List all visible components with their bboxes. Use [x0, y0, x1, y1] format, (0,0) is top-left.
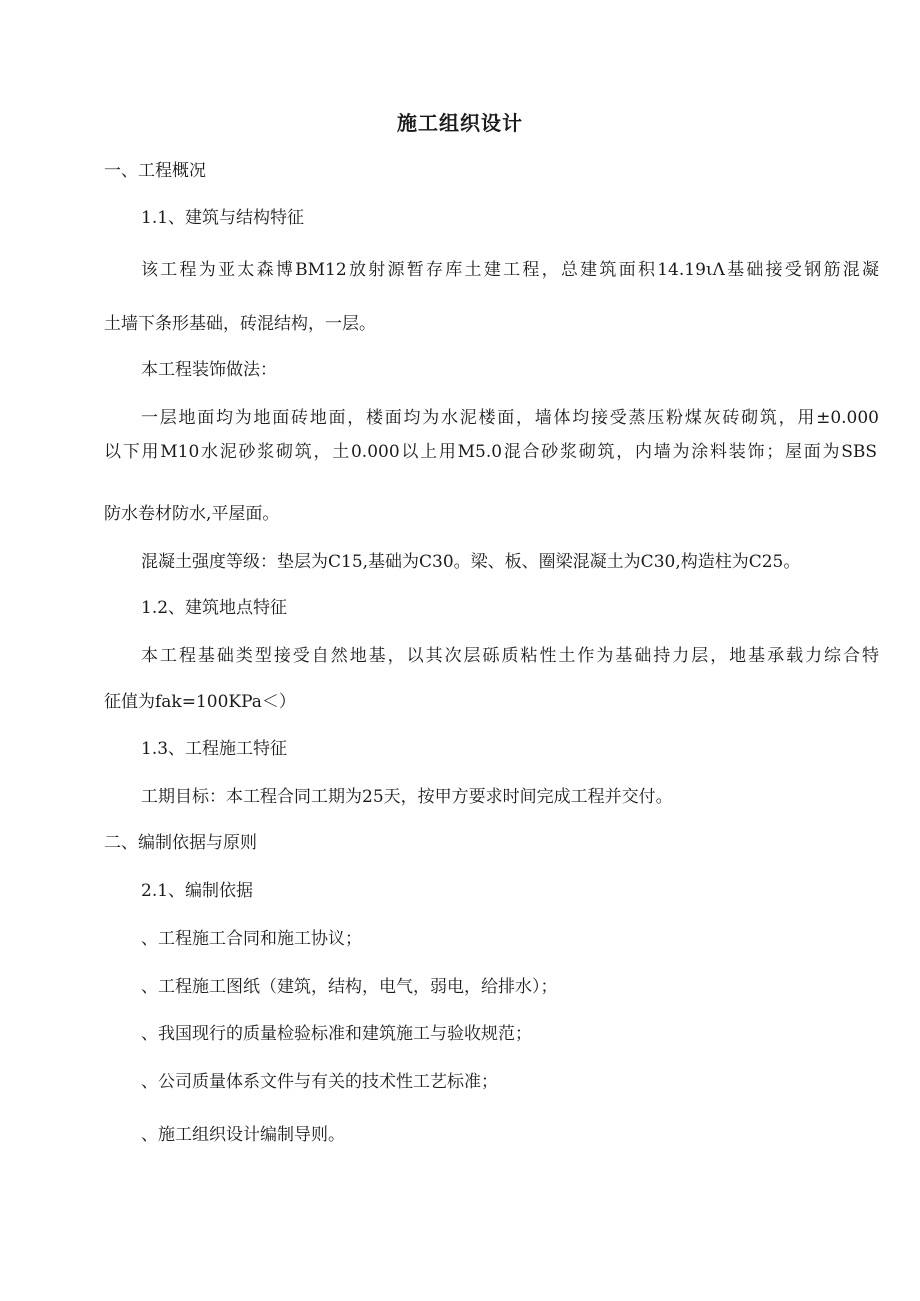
- paragraph-line: 工期目标：本工程合同工期为25天，按甲方要求时间完成工程并交付。: [141, 787, 673, 807]
- paragraph-line: 以下用M10水泥砂浆砌筑，土0.000以上用M5.0混合砂浆砌筑，内墙为涂料装饰；屋面为SBS: [104, 442, 877, 462]
- list-item: 、工程施工图纸（建筑，结构，电气，弱电，给排水）；: [141, 977, 558, 997]
- paragraph-line: 该工程为亚太森博BM12放射源暂存库土建工程，总建筑面积14.19ιΛ基础接受钢筋混凝: [141, 260, 879, 280]
- section-heading-overview: 一、工程概况: [104, 161, 206, 181]
- list-item: 、我国现行的质量检验标准和建筑施工与验收规范；: [141, 1024, 532, 1044]
- subsection-heading-1-1: 1.1、建筑与结构特征: [141, 208, 305, 228]
- subsection-heading-1-2: 1.2、建筑地点特征: [141, 598, 288, 618]
- subsection-heading-2-1: 2.1、编制依据: [141, 881, 254, 901]
- paragraph-line: 本工程装饰做法：: [141, 360, 277, 380]
- paragraph-line: 征值为fak=100KPa＜）: [104, 692, 296, 712]
- subsection-heading-1-3: 1.3、工程施工特征: [141, 739, 288, 759]
- document-title: 施工组织设计: [397, 111, 523, 135]
- paragraph-line: 混凝土强度等级：垫层为C15,基础为C30。梁、板、圈梁混凝土为C30,构造柱为C25。: [141, 552, 801, 572]
- list-item: 、公司质量体系文件与有关的技术性工艺标准；: [141, 1072, 498, 1092]
- list-item: 、施工组织设计编制导则。: [141, 1125, 345, 1145]
- paragraph-line: 本工程基础类型接受自然地基，以其次层砾质粘性土作为基础持力层，地基承载力综合特: [141, 646, 879, 666]
- list-item: 、工程施工合同和施工协议；: [141, 929, 362, 949]
- paragraph-line: 一层地面均为地面砖地面，楼面均为水泥楼面，墙体均接受蒸压粉煤灰砖砌筑，用±0.000: [141, 408, 879, 428]
- paragraph-line: 土墙下条形基础，砖混结构，一层。: [104, 314, 376, 334]
- section-heading-basis: 二、编制依据与原则: [104, 833, 257, 853]
- paragraph-line: 防水卷材防水,平屋面。: [104, 504, 280, 524]
